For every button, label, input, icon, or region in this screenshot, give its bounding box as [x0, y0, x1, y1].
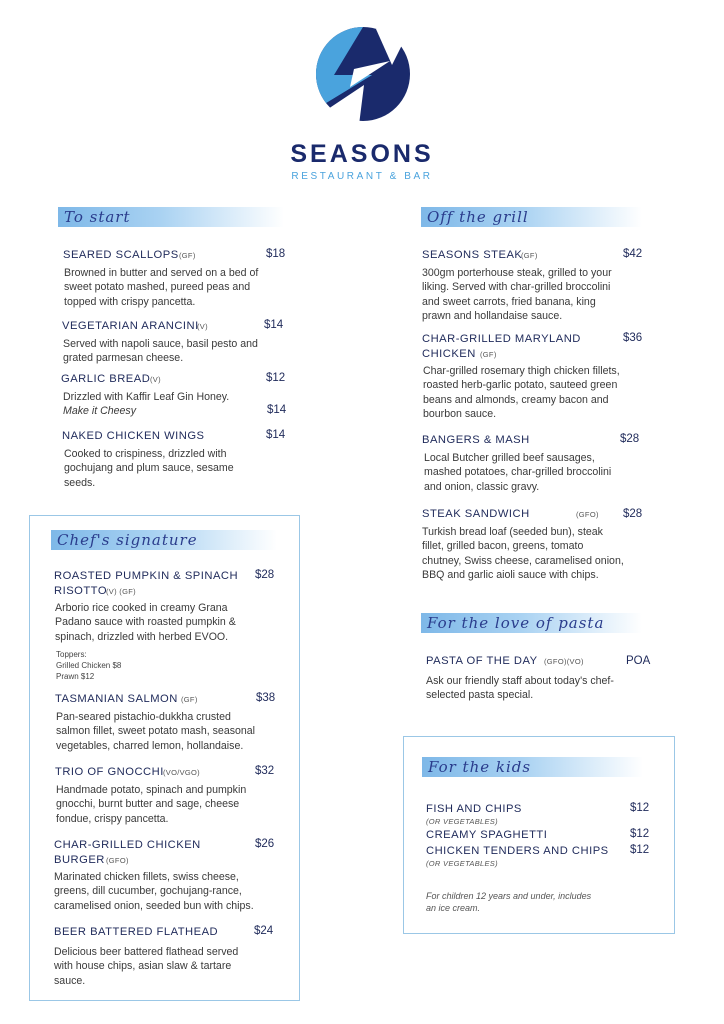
item-desc: Browned in butter and served on a bed of sweet potato mashed, pureed peas and topped with crispy pancetta. [64, 267, 259, 308]
kids-item-price: $12 [630, 828, 650, 840]
item-tag: (V) [150, 375, 161, 384]
item-price: $28 [620, 433, 640, 445]
heading-kids: For the kids [422, 757, 643, 777]
item-name: SEARED SCALLOPS [63, 249, 179, 261]
item-desc: Turkish bread loaf (seeded bun), steak fillet, grilled bacon, greens, tomato chutney, Swiss cheese, caramelised onion, BBQ and garlic aioli sauce with chips. [422, 526, 624, 581]
kids-item-price: $12 [630, 802, 650, 814]
item-name: BEER BATTERED FLATHEAD [54, 926, 219, 938]
item-price: $14 [266, 429, 286, 441]
brand-name: SEASONS [290, 140, 434, 168]
item-price: $14 [264, 319, 284, 331]
heading-chefs-signature: Chef's signature [51, 530, 277, 550]
item-name: NAKED CHICKEN WINGS [62, 430, 205, 442]
item-tag: (GFO) [106, 856, 129, 865]
kids-item-name: CHICKEN TENDERS AND CHIPS [426, 845, 609, 857]
item-tag: (GF) [521, 251, 538, 260]
seasons-logo [314, 25, 412, 135]
item-price: $36 [623, 332, 643, 344]
item-name: VEGETARIAN ARANCINI [62, 320, 199, 332]
item-desc: Local Butcher grilled beef sausages, mashed potatoes, char-grilled broccolini and onion, classic gravy. [424, 452, 612, 493]
item-desc: Marinated chicken fillets, swiss cheese, greens, dill cucumber, gochujang-rance, caramelised onion, seeded bun with chips. [54, 871, 254, 912]
item-name: BANGERS & MASH [422, 434, 530, 446]
item-name-line2: RISOTTO [54, 585, 108, 597]
item-desc: 300gm porterhouse steak, grilled to your liking. Served with char-grilled broccolini and sweet carrots, fried banana, king prawn and hollandaise sauce. [422, 267, 612, 322]
item-tag: (GFO) [576, 510, 599, 519]
item-extra: Make it Cheesy [63, 405, 137, 418]
item-desc: Served with napoli sauce, basil pesto and grated parmesan cheese. [63, 338, 258, 365]
item-name: ROASTED PUMPKIN & SPINACH [54, 570, 239, 582]
heading-pasta: For the love of pasta [421, 613, 642, 633]
item-extra-price: $14 [267, 404, 287, 416]
item-desc: Pan-seared pistachio-dukkha crusted salmon fillet, sweet potato mash, seasonal vegetables, charred lemon, hollandaise. [56, 711, 256, 752]
item-tag: (GF) [480, 350, 497, 359]
item-name-line2: BURGER [54, 854, 105, 866]
item-price: $32 [255, 765, 275, 777]
item-tag: (V) (GF) [106, 587, 136, 596]
heading-to-start: To start [58, 207, 284, 227]
item-tag: (GFO)(VO) [544, 657, 584, 666]
item-desc: Drizzled with Kaffir Leaf Gin Honey. Make it Cheesy [63, 390, 293, 419]
item-desc: Handmade potato, spinach and pumpkin gnocchi, burnt butter and sage, cheese fondue, crispy pancetta. [56, 784, 247, 825]
item-name: PASTA OF THE DAY [426, 655, 538, 667]
toppers: Toppers: Grilled Chicken $8 Prawn $12 [56, 650, 122, 681]
kids-item-sub: (OR VEGETABLES) [426, 817, 498, 826]
brand-subtitle: RESTAURANT & BAR [291, 171, 433, 182]
item-tag: (V) [197, 322, 208, 331]
kids-item-name: FISH AND CHIPS [426, 803, 522, 815]
item-price: $42 [623, 248, 643, 260]
item-name: STEAK SANDWICH [422, 508, 530, 520]
kids-item-sub: (OR VEGETABLES) [426, 859, 498, 868]
item-desc: Arborio rice cooked in creamy Grana Padano sauce with roasted pumpkin & spinach, drizzled with herbed EVOO. [55, 602, 236, 643]
item-price: $24 [254, 925, 274, 937]
kids-note: For children 12 years and under, includes an ice cream. [426, 891, 592, 913]
item-name: TASMANIAN SALMON [55, 693, 178, 705]
item-name-line2: CHICKEN [422, 348, 476, 360]
item-price: $12 [266, 372, 286, 384]
item-price: $28 [255, 569, 275, 581]
kids-item-price: $12 [630, 844, 650, 856]
kids-item-name: CREAMY SPAGHETTI [426, 829, 548, 841]
item-desc: Ask our friendly staff about today's chef- selected pasta special. [426, 675, 614, 702]
item-desc: Delicious beer battered flathead served with house chips, asian slaw & tartare sauce. [54, 946, 239, 987]
item-price: $38 [256, 692, 276, 704]
item-price: $26 [255, 838, 275, 850]
item-name: CHAR-GRILLED CHICKEN [54, 839, 201, 851]
item-price: $18 [266, 248, 286, 260]
item-desc: Cooked to crispiness, drizzled with gochujang and plum sauce, sesame seeds. [64, 448, 234, 489]
item-name: SEASONS STEAK [422, 249, 523, 261]
item-price: $28 [623, 508, 643, 520]
item-tag: (GF) [181, 695, 198, 704]
item-name: GARLIC BREAD [61, 373, 151, 385]
item-name: TRIO OF GNOCCHI [55, 766, 164, 778]
heading-off-the-grill: Off the grill [421, 207, 642, 227]
item-price: POA [626, 655, 651, 667]
item-desc: Char-grilled rosemary thigh chicken fillets, roasted herb-garlic potato, sauteed green beans and almonds, creamy bacon and bourbon sauce. [423, 365, 620, 420]
item-tag: (GF) [179, 251, 196, 260]
item-name: CHAR-GRILLED MARYLAND [422, 333, 581, 345]
item-tag: (VO/VGO) [163, 768, 200, 777]
